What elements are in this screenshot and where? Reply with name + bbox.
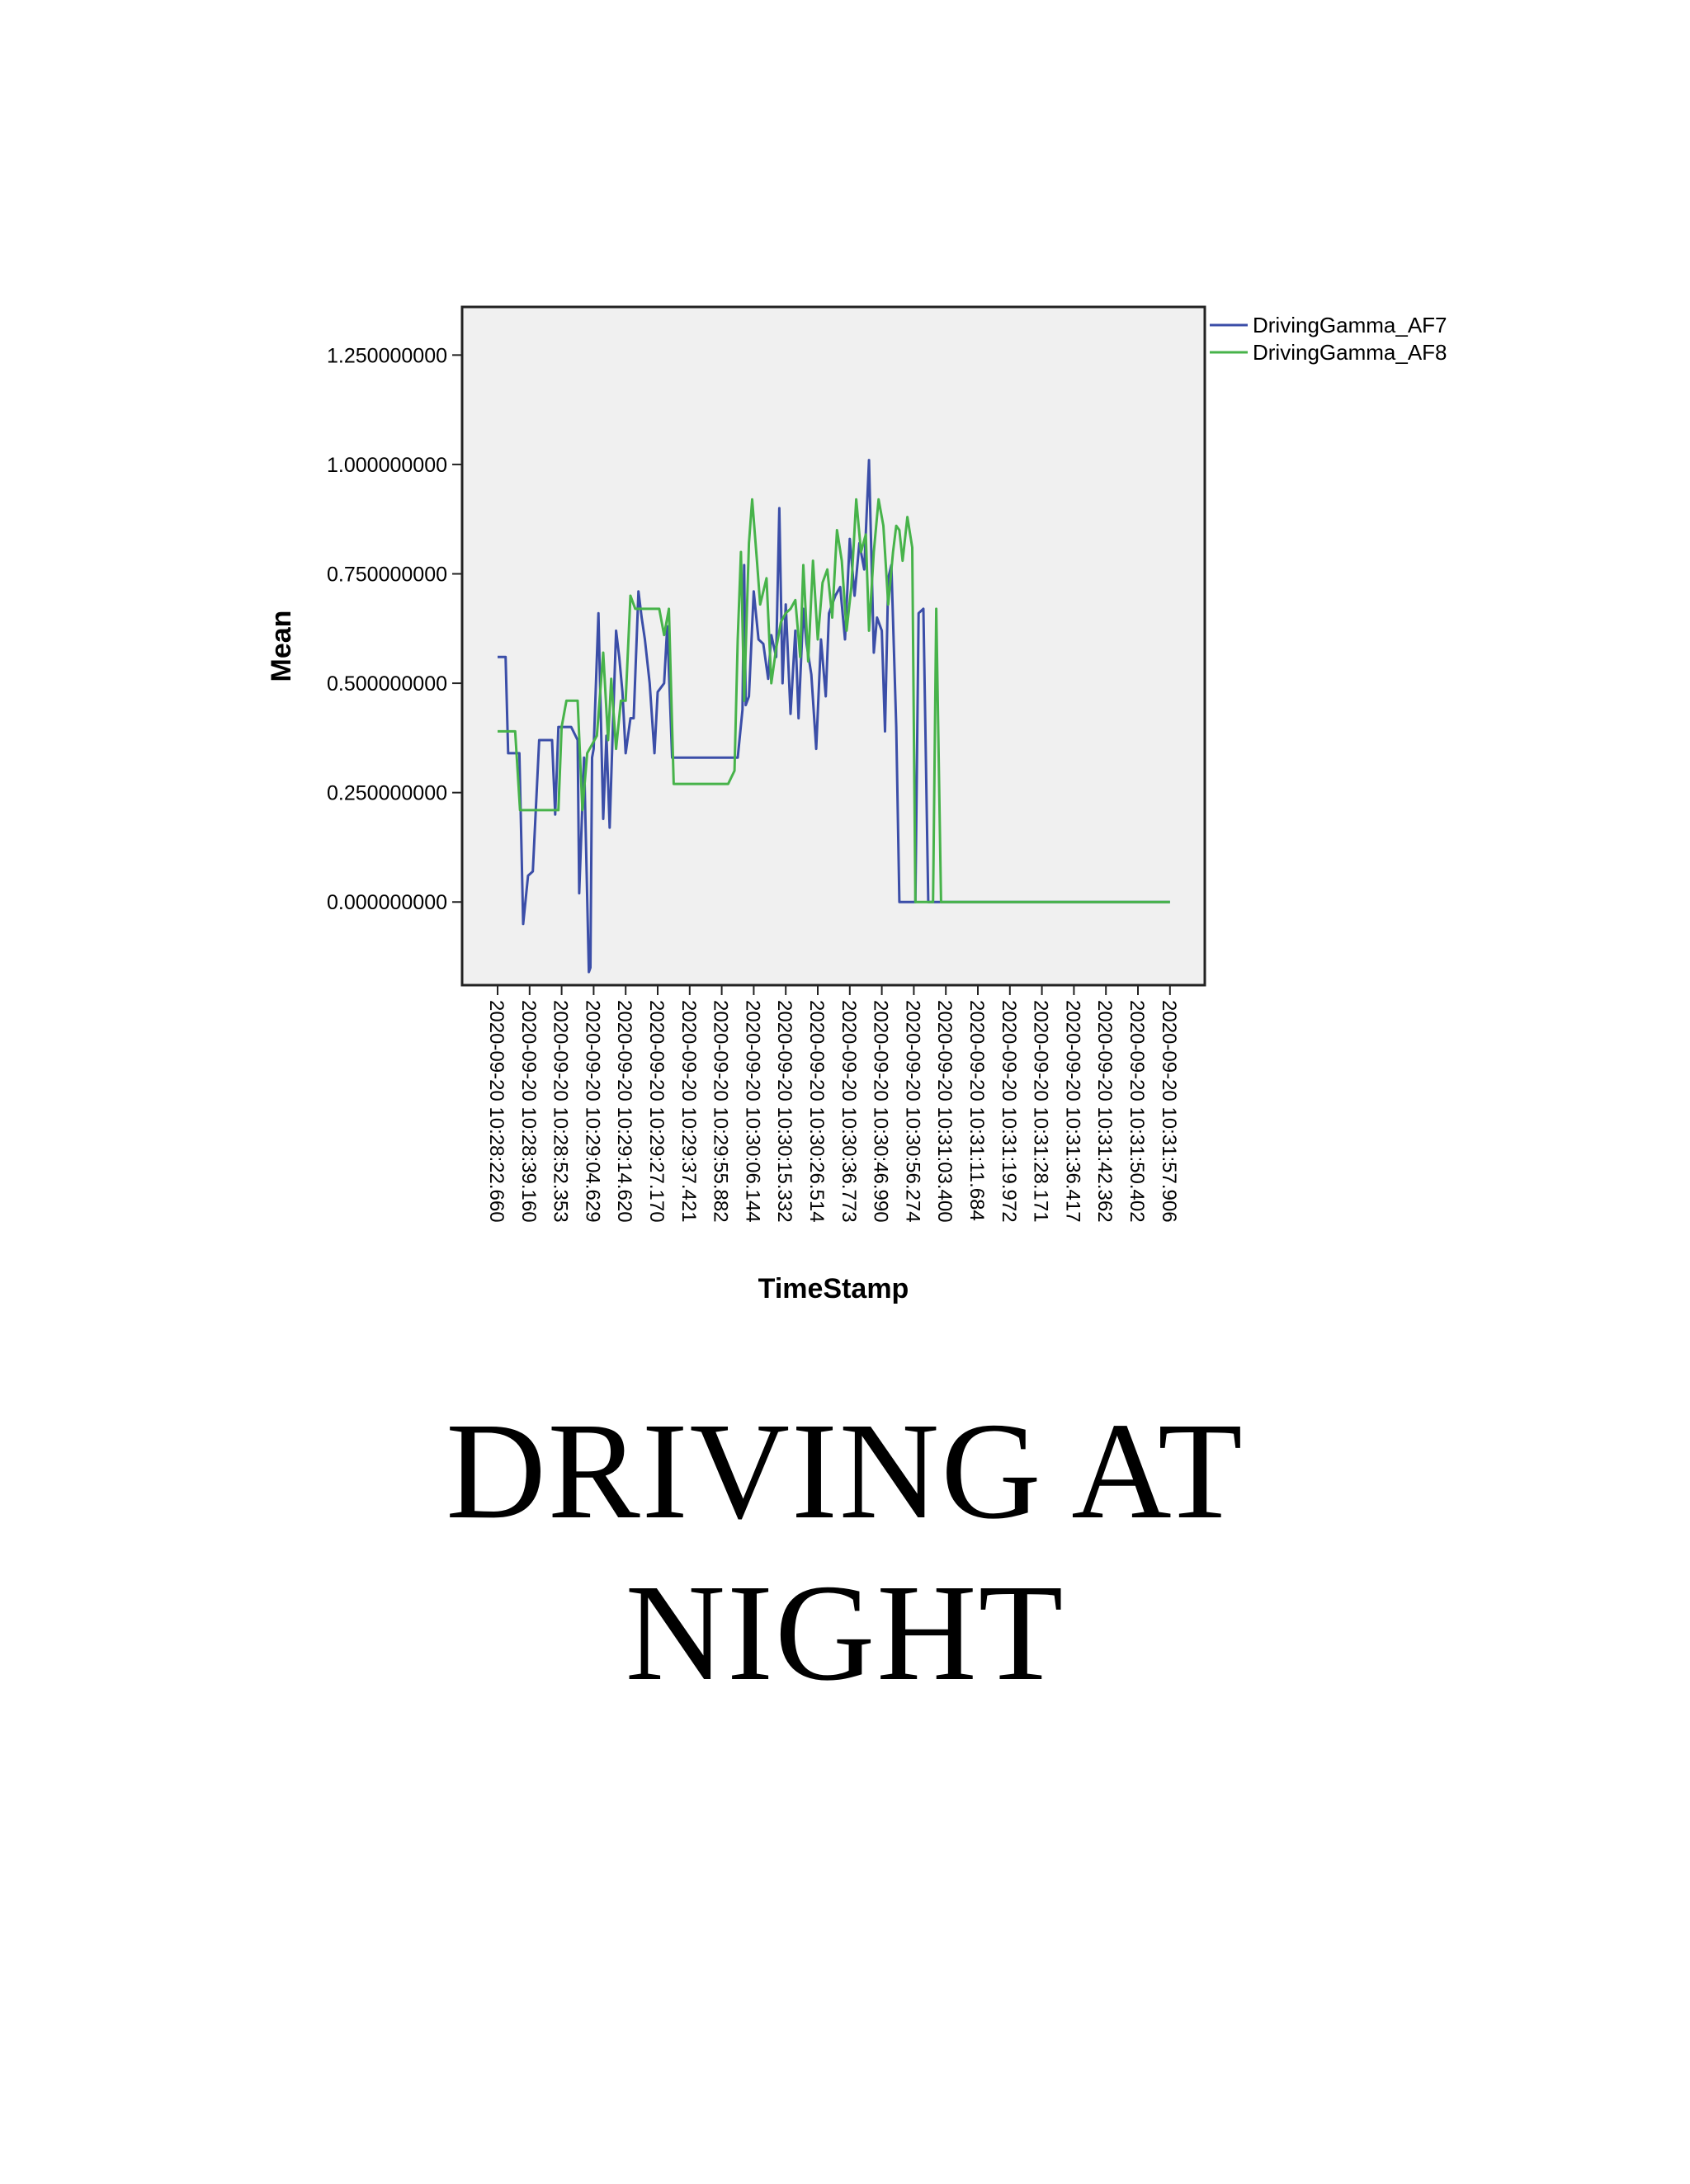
y-tick-label: 1.250000000 — [327, 344, 447, 368]
x-tick-label: 2020-09-20 10:31:57.906 — [1157, 1000, 1180, 1223]
x-tick-label: 2020-09-20 10:30:26.514 — [805, 1000, 828, 1223]
page-title — [0, 1390, 1690, 1714]
x-tick-label: 2020-09-20 10:31:03.400 — [933, 1000, 956, 1223]
y-tick-label: 0.250000000 — [327, 781, 447, 805]
x-axis-label: TimeStamp — [758, 1273, 909, 1304]
plot-area — [462, 307, 1205, 985]
x-tick-label: 2020-09-20 10:31:50.402 — [1126, 1000, 1148, 1223]
x-tick-label: 2020-09-20 10:28:22.660 — [485, 1000, 507, 1223]
x-tick-label: 2020-09-20 10:30:56.274 — [901, 1000, 924, 1223]
x-tick-label: 2020-09-20 10:30:15.332 — [773, 1000, 796, 1223]
y-axis-label: Mean — [266, 610, 297, 682]
legend-label: DrivingGamma_AF7 — [1253, 313, 1447, 337]
legend — [1210, 313, 1447, 365]
x-tick-label: 2020-09-20 10:31:11.684 — [965, 1000, 988, 1221]
x-tick-label: 2020-09-20 10:29:55.882 — [709, 1000, 732, 1223]
y-tick-label: 0.500000000 — [327, 672, 447, 696]
x-tick-label: 2020-09-20 10:28:39.160 — [517, 1000, 540, 1223]
x-axis — [485, 985, 1180, 1223]
y-tick-label: 0.000000000 — [327, 891, 447, 915]
y-axis — [327, 344, 462, 914]
x-tick-label: 2020-09-20 10:31:19.972 — [997, 1000, 1020, 1223]
y-tick-label: 1.000000000 — [327, 453, 447, 477]
x-tick-label: 2020-09-20 10:30:46.990 — [869, 1000, 892, 1223]
y-tick-label: 0.750000000 — [327, 563, 447, 587]
x-tick-label: 2020-09-20 10:29:27.170 — [645, 1000, 668, 1223]
x-tick-label: 2020-09-20 10:29:37.421 — [677, 1000, 700, 1223]
page-title-line-1: DRIVING AT — [446, 1394, 1244, 1548]
x-tick-label: 2020-09-20 10:30:36.773 — [837, 1000, 860, 1223]
x-tick-label: 2020-09-20 10:30:06.144 — [741, 1000, 764, 1223]
x-tick-label: 2020-09-20 10:29:14.620 — [613, 1000, 636, 1223]
legend-label: DrivingGamma_AF8 — [1253, 340, 1447, 365]
x-tick-label: 2020-09-20 10:31:42.362 — [1093, 1000, 1116, 1223]
x-tick-label: 2020-09-20 10:31:28.171 — [1029, 1000, 1052, 1223]
x-tick-label: 2020-09-20 10:28:52.353 — [549, 1000, 572, 1223]
x-tick-label: 2020-09-20 10:31:36.417 — [1061, 1000, 1084, 1223]
page-title-line-2: NIGHT — [625, 1556, 1065, 1710]
x-tick-label: 2020-09-20 10:29:04.629 — [581, 1000, 604, 1223]
